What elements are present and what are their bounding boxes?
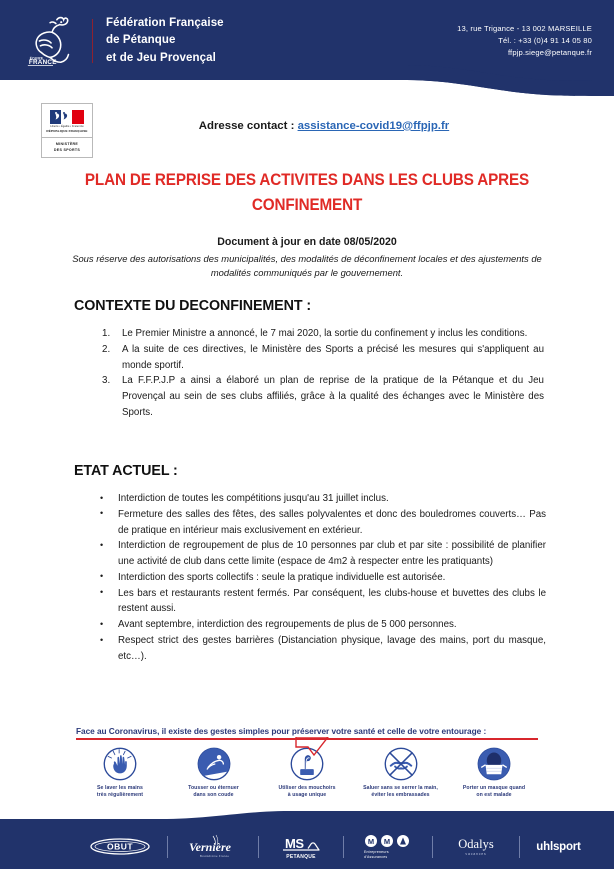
gesture-wash-hands <box>76 747 164 801</box>
list-item: A la suite de ces directives, le Ministère des Sports a précisé les mesures qui s'appliquent au monde sportif. <box>122 343 544 371</box>
list-item: • Interdiction des sports collectifs : seule la pratique individuelle est autorisée. <box>118 570 552 586</box>
list-item: • Interdiction de regroupement de plus de 10 personnes par club et par site : possibilité de planifier une activité de club dans cette limite (espace de 4m2 à respecter entre les pratiquants) <box>118 538 552 570</box>
sponsor-ms-petanque[interactable] <box>275 832 327 862</box>
sponsor-obut[interactable] <box>89 832 151 862</box>
gesture-label: Utiliser des mouchoirs à usage unique <box>278 784 336 799</box>
wash-hands-icon <box>103 747 137 781</box>
verniere-logo-icon <box>184 832 242 862</box>
gesture-label: Tousser ou éternuer dans son coude <box>188 784 239 799</box>
sponsor-verniere[interactable] <box>184 832 242 862</box>
sponsor-separator <box>519 836 520 858</box>
svg-text:ÉQUIPE: ÉQUIPE <box>29 56 44 61</box>
barrier-gestures-banner <box>76 726 538 800</box>
header-phone: Tél. : +33 (0)4 91 14 05 80 <box>498 35 592 45</box>
republic-motto: Liberté • Égalité • Fraternité <box>50 125 84 129</box>
list-item: Le Premier Ministre a annoncé, le 7 mai 2020, la sortie du confinement y inclus les conditions. <box>122 328 528 339</box>
contexte-list <box>74 326 552 421</box>
list-item: • Les bars et restaurants restent fermés. Par conséquent, les clubs-house et buvettes des clubs le restent aussi. <box>118 586 552 618</box>
sponsor-separator <box>167 836 168 858</box>
section-heading-contexte: CONTEXTE DU DECONFINEMENT : <box>74 297 311 314</box>
section-heading-etat-actuel: ETAT ACTUEL : <box>74 462 178 479</box>
gesture-label: Se laver les mains très régulièrement <box>96 784 144 799</box>
document-date-block <box>57 235 557 280</box>
svg-text:M: M <box>368 837 375 846</box>
ffpjp-rooster-icon <box>24 12 82 70</box>
page-header <box>0 0 614 96</box>
svg-text:Entrepreneurs: Entrepreneurs <box>364 850 390 854</box>
header-address: 13, rue Trigance - 13 002 MARSEILLE <box>457 23 592 33</box>
ministry-line-1: MINISTÈRE <box>55 142 79 147</box>
republic-name: RÉPUBLIQUE FRANÇAISE <box>46 128 88 133</box>
svg-text:Odalys: Odalys <box>458 837 495 851</box>
brand-lockup <box>24 12 224 70</box>
assistance-email-link[interactable]: assistance-covid19@ffpjp.fr <box>297 120 450 132</box>
sponsor-odalys[interactable] <box>449 832 503 862</box>
sponsor-separator <box>343 836 344 858</box>
svg-text:OBUT: OBUT <box>107 841 134 852</box>
svg-text:MS: MS <box>285 836 304 851</box>
face-mask-icon <box>477 747 511 781</box>
ministry-line-2: DES SPORTS <box>53 147 81 152</box>
odalys-logo-icon <box>449 833 503 861</box>
svg-text:FRANCE: FRANCE <box>28 59 57 67</box>
svg-text:Boulodrome France: Boulodrome France <box>200 855 230 858</box>
etat-actuel-list <box>74 491 552 665</box>
gesture-label: Porter un masque quand on est malade <box>462 784 526 799</box>
sponsor-separator <box>258 836 259 858</box>
header-email: ffpjp.siege@petanque.fr <box>507 48 592 58</box>
list-item: La F.F.P.J.P a ainsi a élaboré un plan de reprise de la pratique de la Pétanque et du Jeu Provençal au sein de ses clubs affiliés, grâce à la qualité des échanges avec le Ministère des Sports. <box>122 375 544 418</box>
ministry-name-block <box>42 138 92 157</box>
list-item: • Interdiction de toutes les compétitions jusqu'au 31 juillet inclus. <box>118 491 552 507</box>
brand-line-2: de Pétanque <box>106 34 176 47</box>
sponsor-uhlsport[interactable] <box>536 832 580 862</box>
brand-line-1: Fédération Française <box>106 17 224 30</box>
contact-label: Adresse contact : <box>198 120 298 132</box>
list-item: • Avant septembre, interdiction des regroupements de plus de 5 000 personnes. <box>118 617 552 633</box>
red-arrow-icon <box>294 737 330 757</box>
sponsor-separator <box>432 836 433 858</box>
list-item: • Fermeture des salles des fêtes, des salles polyvalentes et donc des bouledromes couverts… Pas de pratique en intérieur mais exclusivement en extérieur. <box>118 507 552 539</box>
gestures-banner-title: Face au Coronavirus, il existe des gestes simples pour préserver votre santé et celle de votre entourage : <box>76 726 487 736</box>
document-disclaimer: Sous réserve des autorisations des municipalités, des modalités de déconfinement locales et des ajustements de modalités communiqués par le gouvernement. <box>72 252 542 279</box>
brand-line-3: et de Jeu Provençal <box>106 51 216 64</box>
svg-text:Vernière: Vernière <box>189 840 232 854</box>
obut-logo-icon <box>89 836 151 858</box>
sponsor-mma[interactable] <box>360 832 416 862</box>
document-date: Document à jour en date 08/05/2020 <box>217 236 397 248</box>
gesture-cough-elbow <box>170 747 258 801</box>
svg-text:d'Assurances: d'Assurances <box>364 855 388 859</box>
brand-name <box>106 15 224 66</box>
sponsor-bar <box>0 825 614 869</box>
cough-elbow-icon <box>197 747 231 781</box>
gesture-label: Saluer sans se serrer la main, éviter les embrassades <box>363 784 438 799</box>
gesture-face-mask <box>450 747 538 801</box>
list-item: • Respect strict des gestes barrières (Distanciation physique, lavage des mains, port du masque, etc…). <box>118 633 552 665</box>
gesture-no-handshake <box>357 747 445 801</box>
brand-divider <box>92 19 93 63</box>
svg-text:PETANQUE: PETANQUE <box>286 854 317 860</box>
uhlsport-wordmark: uhlsport <box>536 841 581 853</box>
svg-text:M: M <box>384 837 391 846</box>
contact-address-line <box>0 120 614 132</box>
section-contexte-deconfinement <box>74 297 552 421</box>
no-handshake-icon <box>384 747 418 781</box>
ms-petanque-logo-icon <box>275 832 327 862</box>
mma-logo-icon <box>360 832 416 862</box>
document-title: PLAN DE REPRISE DES ACTIVITES DANS LES CLUBS APRES CONFINEMENT <box>84 171 530 214</box>
header-contact-info <box>457 23 592 60</box>
section-etat-actuel <box>74 462 552 665</box>
svg-text:vacances: vacances <box>465 852 487 856</box>
page-footer <box>0 811 614 869</box>
